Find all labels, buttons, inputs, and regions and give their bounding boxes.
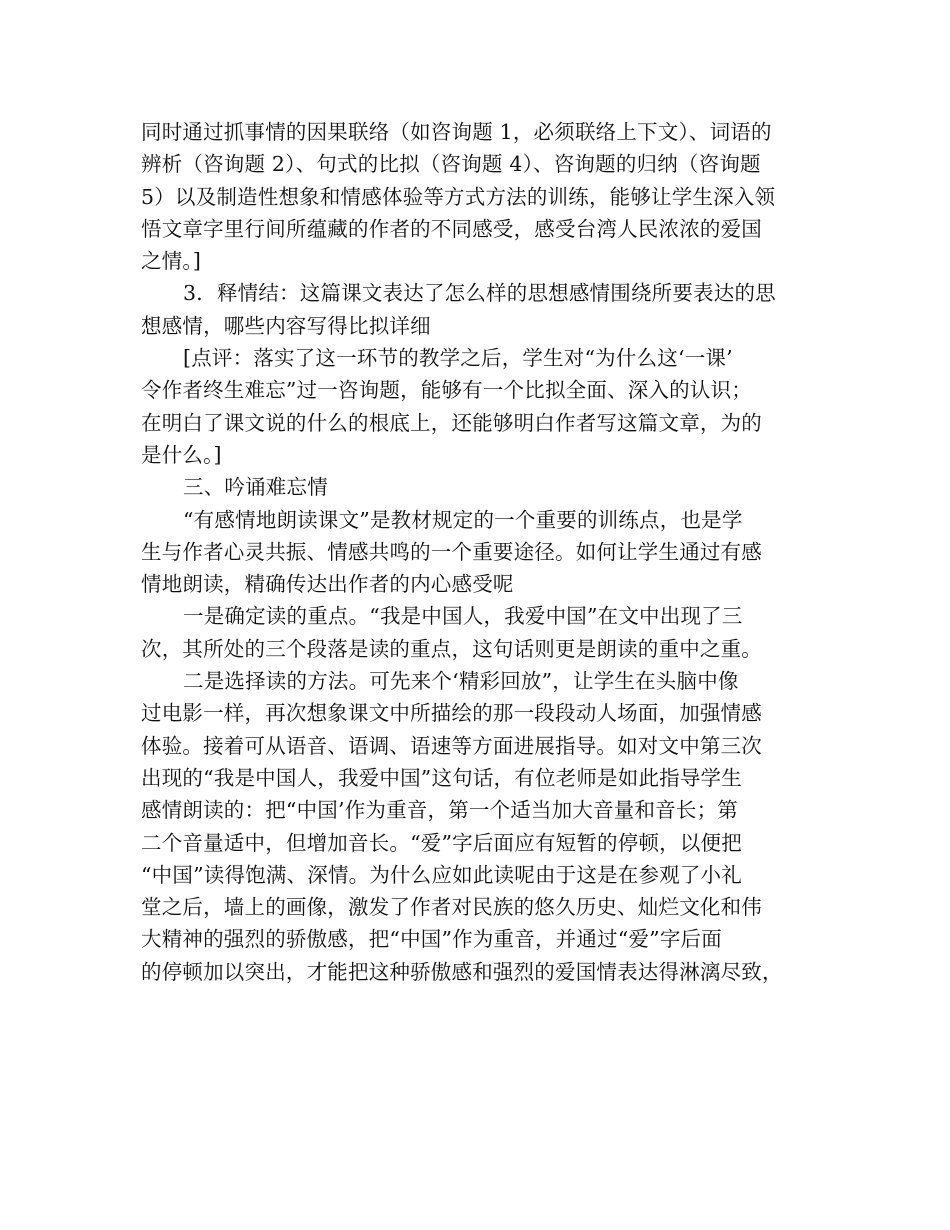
text-line: 体验。接着可从语音、语调、语速等方面进展指导。如对文中第三次 <box>141 733 762 758</box>
text-line: 感情朗读的：把“中国’作为重音，第一个适当加大音量和音长；第 <box>141 798 738 823</box>
text-line: 5）以及制造性想象和情感体验等方式方法的训练，能够让学生深入领 <box>141 184 776 209</box>
paragraph-start-line: 一是确定读的重点。“我是中国人，我爱中国”在文中出现了三 <box>183 604 743 629</box>
section-heading: 三、吟诵难忘情 <box>183 475 328 500</box>
text-line: 悟文章字里行间所蕴藏的作者的不同感受，感受台湾人民浓浓的爱国 <box>141 216 762 241</box>
text-line: 想感情，哪些内容写得比拟详细 <box>141 313 431 338</box>
text-line: 堂之后，墙上的画像，激发了作者对民族的悠久历史、灿烂文化和伟 <box>141 895 762 920</box>
text-line: 二个音量适中，但增加音长。“爱”字后面应有短暂的停顿，以便把 <box>141 830 742 855</box>
text-line: 过电影一样，再次想象课文中所描绘的那一段段动人场面，加强情感 <box>141 701 762 726</box>
paragraph-start-line: “有感情地朗读课文”是教材规定的一个重要的训练点，也是学 <box>183 507 743 532</box>
text-line: 是什么。] <box>141 442 222 467</box>
text-line: 大精神的强烈的骄傲感，把“中国”作为重音，并通过“爱”字后面 <box>141 927 722 952</box>
text-line: 出现的“我是中国人，我爱中国”这句话，有位老师是如此指导学生 <box>141 765 742 790</box>
text-line: 的停顿加以突出，才能把这种骄傲感和强烈的爱国情表达得淋漓尽致， <box>141 959 783 984</box>
text-line: 令作者终生难忘”过一咨询题，能够有一个比拟全面、深入的认识； <box>141 378 752 403</box>
text-line: 同时通过抓事情的因果联络（如咨询题 1，必须联络上下文）、词语的 <box>141 120 772 144</box>
text-line: 辨析（咨询题 2）、句式的比拟（咨询题 4）、咨询题的归纳（咨询题 <box>141 152 761 177</box>
paragraph-start-line: 3．释情结：这篇课文表达了怎么样的思想感情围绕所要表达的思 <box>183 281 776 306</box>
text-line: 次，其所处的三个段落是读的重点，这句话则更是朗读的重中之重。 <box>141 636 762 661</box>
paragraph-start-line: [点评：落实了这一环节的教学之后，学生对“为什么这‘一课’ <box>183 346 733 371</box>
text-line: “中国”读得饱满、深情。为什么应如此读呢由于这是在参观了小礼 <box>141 862 742 887</box>
text-line: 之情。] <box>141 249 202 274</box>
text-line: 在明白了课文说的什么的根底上，还能够明白作者写这篇文章，为的 <box>141 410 762 435</box>
body-text <box>141 116 809 988</box>
text-line: 生与作者心灵共振、情感共鸣的一个重要途径。如何让学生通过有感 <box>141 539 762 564</box>
paragraph-start-line: 二是选择读的方法。可先来个‘精彩回放”，让学生在头脑中像 <box>183 669 739 694</box>
text-line: 情地朗读，精确传达出作者的内心感受呢 <box>141 572 514 597</box>
